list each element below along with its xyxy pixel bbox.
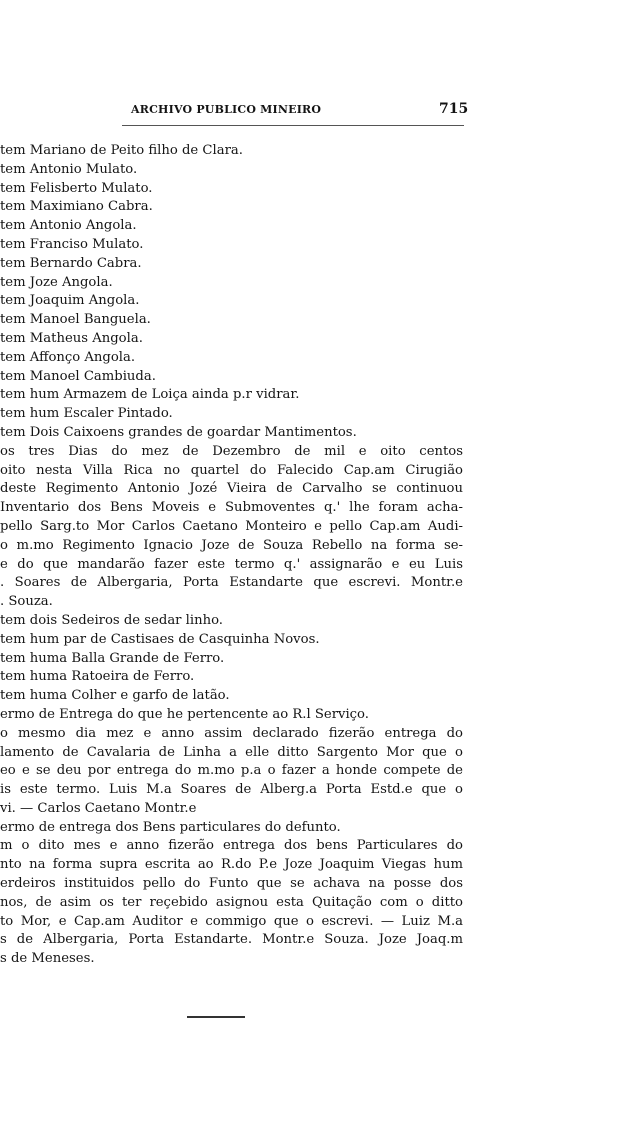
text-line: . Souza.	[0, 594, 53, 610]
text-line: ermo de entrega dos Bens particulares do defunto.	[0, 819, 341, 835]
page-number: 715	[439, 101, 469, 117]
text-line: tem huma Ratoeira de Ferro.	[0, 669, 195, 685]
text-line: eo e se deu por entrega do m.mo p.a o fazer a honde compete de	[0, 763, 463, 779]
text-line: tem Felisberto Mulato.	[0, 180, 153, 196]
text-line: tem hum par de Castisaes de Casquinha Novos.	[0, 631, 320, 647]
text-line: o m.mo Regimento Ignacio Joze de Souza Rebello na forma se-	[0, 537, 463, 553]
text-line: lamento de Cavalaria de Linha a elle ditto Sargento Mor que o	[0, 744, 463, 760]
text-line: tem Antonio Mulato.	[0, 161, 138, 177]
text-line: o mesmo dia mez e anno assim declarado fizerão entrega do	[0, 725, 463, 741]
text-line: tem hum Escaler Pintado.	[0, 406, 173, 422]
text-line: tem hum Armazem de Loiça ainda p.r vidrar.	[0, 387, 300, 403]
text-line: to Mor, e Cap.am Auditor e commigo que o escrevi. — Luiz M.a	[0, 913, 463, 929]
text-line: s de Meneses.	[0, 951, 95, 967]
text-line: vi. — Carlos Caetano Montr.e	[0, 800, 197, 816]
text-line: pello Sarg.to Mor Carlos Caetano Monteiro e pello Cap.am Audi-	[0, 518, 463, 534]
text-line: . Soares de Albergaria, Porta Estandarte que escrevi. Montr.e	[0, 575, 463, 591]
text-line: tem huma Balla Grande de Ferro.	[0, 650, 225, 666]
text-line: tem Manoel Banguela.	[0, 312, 151, 328]
text-line: oito nesta Villa Rica no quartel do Falecido Cap.am Cirugião	[0, 462, 463, 478]
text-line: tem Manoel Cambiuda.	[0, 368, 156, 384]
text-line: tem Franciso Mulato.	[0, 236, 144, 252]
text-line: s de Albergaria, Porta Estandarte. Montr.e Souza. Joze Joaq.m	[0, 932, 463, 948]
end-rule	[187, 1016, 245, 1018]
text-line: tem Dois Caixoens grandes de goardar Mantimentos.	[0, 424, 357, 440]
body-text	[0, 142, 463, 969]
text-line: os tres Dias do mez de Dezembro de mil e oito centos	[0, 443, 463, 459]
text-line: tem Affonço Angola.	[0, 349, 136, 365]
text-line: e do que mandarão fazer este termo q.' assignarão e eu Luis	[0, 556, 463, 572]
text-line: erdeiros instituidos pello do Funto que se achava na posse dos	[0, 876, 463, 892]
text-line: ermo de Entrega do que he pertencente ao R.l Serviço.	[0, 706, 369, 722]
page-header	[0, 101, 627, 123]
text-line: tem Joze Angola.	[0, 274, 113, 290]
text-line: is este termo. Luis M.a Soares de Alberg.a Porta Estd.e que o	[0, 782, 463, 798]
text-line: tem huma Colher e garfo de latão.	[0, 688, 230, 704]
text-line: tem Matheus Angola.	[0, 330, 143, 346]
text-line: tem Antonio Angola.	[0, 218, 137, 234]
header-rule	[122, 125, 464, 126]
text-line: nos, de asim os ter reçebido asignou esta Quitação com o ditto	[0, 894, 463, 910]
text-line: Inventario dos Bens Moveis e Submoventes q.' lhe foram acha-	[0, 500, 463, 516]
text-line: tem Bernardo Cabra.	[0, 255, 142, 271]
text-line: tem Maximiano Cabra.	[0, 199, 153, 215]
text-line: tem dois Sedeiros de sedar linho.	[0, 612, 223, 628]
text-line: tem Mariano de Peito filho de Clara.	[0, 143, 243, 158]
text-line: m o dito mes e anno fizerão entrega dos bens Particulares do	[0, 838, 463, 854]
text-line: deste Regimento Antonio Jozé Vieira de Carvalho se continuou	[0, 481, 463, 497]
running-head: ARCHIVO PUBLICO MINEIRO	[131, 103, 322, 116]
text-line: nto na forma supra escrita ao R.do P.e Joze Joaquim Viegas hum	[0, 857, 463, 873]
text-line: tem Joaquim Angola.	[0, 293, 140, 309]
